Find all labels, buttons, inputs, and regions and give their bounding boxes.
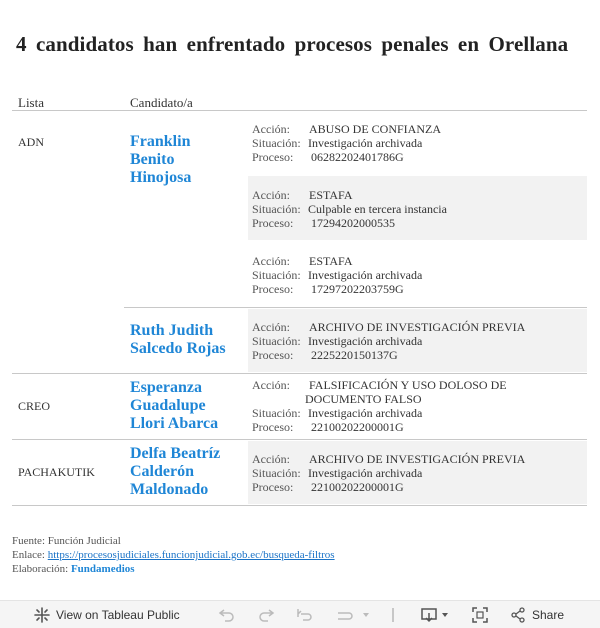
undo-button[interactable] [218,607,236,623]
situacion-label: Situación: [252,406,301,420]
accion-label: Acción: [252,254,290,268]
share-button[interactable] [510,607,564,623]
redo-icon [257,607,275,623]
case-cell[interactable] [248,441,587,504]
download-button[interactable] [421,607,451,623]
candidate-name-line: Ruth Judith [130,322,214,339]
candidate-name-line: Guadalupe [130,397,206,414]
tableau-toolbar [0,600,600,628]
accion-label: Acción: [252,188,290,202]
fullscreen-icon [472,607,488,623]
proceso-value: 17297202203759G [311,282,404,296]
source-link[interactable]: https://procesosjudiciales.funcionjudicial.gob.ec/busqueda-filtros [47,549,335,561]
row-divider [12,373,587,374]
proceso-label: Proceso: [252,216,294,230]
header-candidato: Candidato/a [130,95,193,110]
share-label: Share [532,608,565,622]
accion-value: ABUSO DE CONFIANZA [309,122,442,136]
case-cell[interactable] [248,375,587,438]
candidate-name[interactable] [130,322,226,358]
elaboracion-value: Fundamedios [70,563,135,575]
header-lista: Lista [18,95,44,110]
candidate-name[interactable] [130,445,220,499]
accion-value: ARCHIVO DE INVESTIGACIÓN PREVIA [309,452,526,466]
share-icon [510,607,526,623]
candidate-name-line: Benito [130,151,175,168]
situacion-label: Situación: [252,334,301,348]
candidate-name-line: Salcedo Rojas [130,340,226,357]
proceso-value: 22100202200001G [311,420,404,434]
candidate-name[interactable] [130,379,218,433]
situacion-value: Investigación archivada [308,136,423,150]
accion-value: FALSIFICACIÓN Y USO DOLOSO DE [309,378,507,392]
proceso-value: 17294202000535 [311,216,395,230]
fuente-label: Fuente: [12,535,45,547]
candidate-name-line: Franklin [130,133,191,150]
separator-icon [392,607,394,623]
footer-enlace [12,549,335,561]
situacion-value: Investigación archivada [308,466,423,480]
lista-cell: ADN [18,135,44,149]
accion-value: ESTAFA [309,254,353,268]
candidate-name[interactable] [130,133,191,187]
candidate-name-line: Hinojosa [130,169,192,186]
refresh-dropdown-icon [335,607,369,623]
situacion-label: Situación: [252,202,301,216]
proceso-value: 2225220150137G [311,348,398,362]
undo-icon [218,607,236,623]
lista-cell: CREO [18,399,51,413]
toolbar-separator [392,607,394,623]
row-divider [12,505,587,506]
row-divider [124,307,587,308]
view-on-tableau-button[interactable] [34,607,180,623]
situacion-label: Situación: [252,136,301,150]
viz-title: 4 candidatos han enfrentado procesos penales en Orellana [16,32,569,56]
situacion-value: Investigación archivada [308,268,423,282]
accion-label: Acción: [252,378,290,392]
footer-elaboracion [12,563,135,575]
row-divider [12,439,587,440]
candidate-name-line: Delfa Beatríz [130,445,221,462]
view-on-tableau-label: View on Tableau Public [56,608,180,622]
candidate-name-line: Calderón [130,463,194,480]
case-cell[interactable] [248,309,587,372]
accion-value-cont: DOCUMENTO FALSO [305,392,422,406]
situacion-value: Investigación archivada [308,406,423,420]
fuente-value: Función Judicial [47,535,121,547]
download-icon [421,607,451,623]
proceso-value: 06282202401786G [311,150,404,164]
proceso-label: Proceso: [252,420,294,434]
redo-button[interactable] [257,607,275,623]
elaboracion-label: Elaboración: [12,563,69,575]
proceso-value: 22100202200001G [311,480,404,494]
case-cell[interactable] [248,242,587,306]
case-cell[interactable] [248,116,587,174]
proceso-label: Proceso: [252,282,294,296]
revert-icon [296,607,314,623]
candidate-name-line: Esperanza [130,379,202,396]
revert-button[interactable] [296,607,314,623]
candidate-name-line: Maldonado [130,481,209,498]
fullscreen-button[interactable] [472,607,488,623]
accion-label: Acción: [252,452,290,466]
situacion-value: Culpable en tercera instancia [308,202,447,216]
accion-value: ESTAFA [309,188,353,202]
lista-cell: PACHAKUTIK [18,465,95,479]
pause-updates-button[interactable] [335,607,369,623]
tableau-logo-icon [34,607,50,623]
situacion-label: Situación: [252,466,301,480]
situacion-value: Investigación archivada [308,334,423,348]
enlace-label: Enlace: [12,549,45,561]
accion-value: ARCHIVO DE INVESTIGACIÓN PREVIA [309,320,526,334]
header-divider [12,110,587,111]
proceso-label: Proceso: [252,150,294,164]
proceso-label: Proceso: [252,480,294,494]
situacion-label: Situación: [252,268,301,282]
proceso-label: Proceso: [252,348,294,362]
accion-label: Acción: [252,122,290,136]
footer-fuente [12,535,121,547]
case-cell[interactable] [248,176,587,240]
accion-label: Acción: [252,320,290,334]
candidate-name-line: Llori Abarca [130,415,219,432]
